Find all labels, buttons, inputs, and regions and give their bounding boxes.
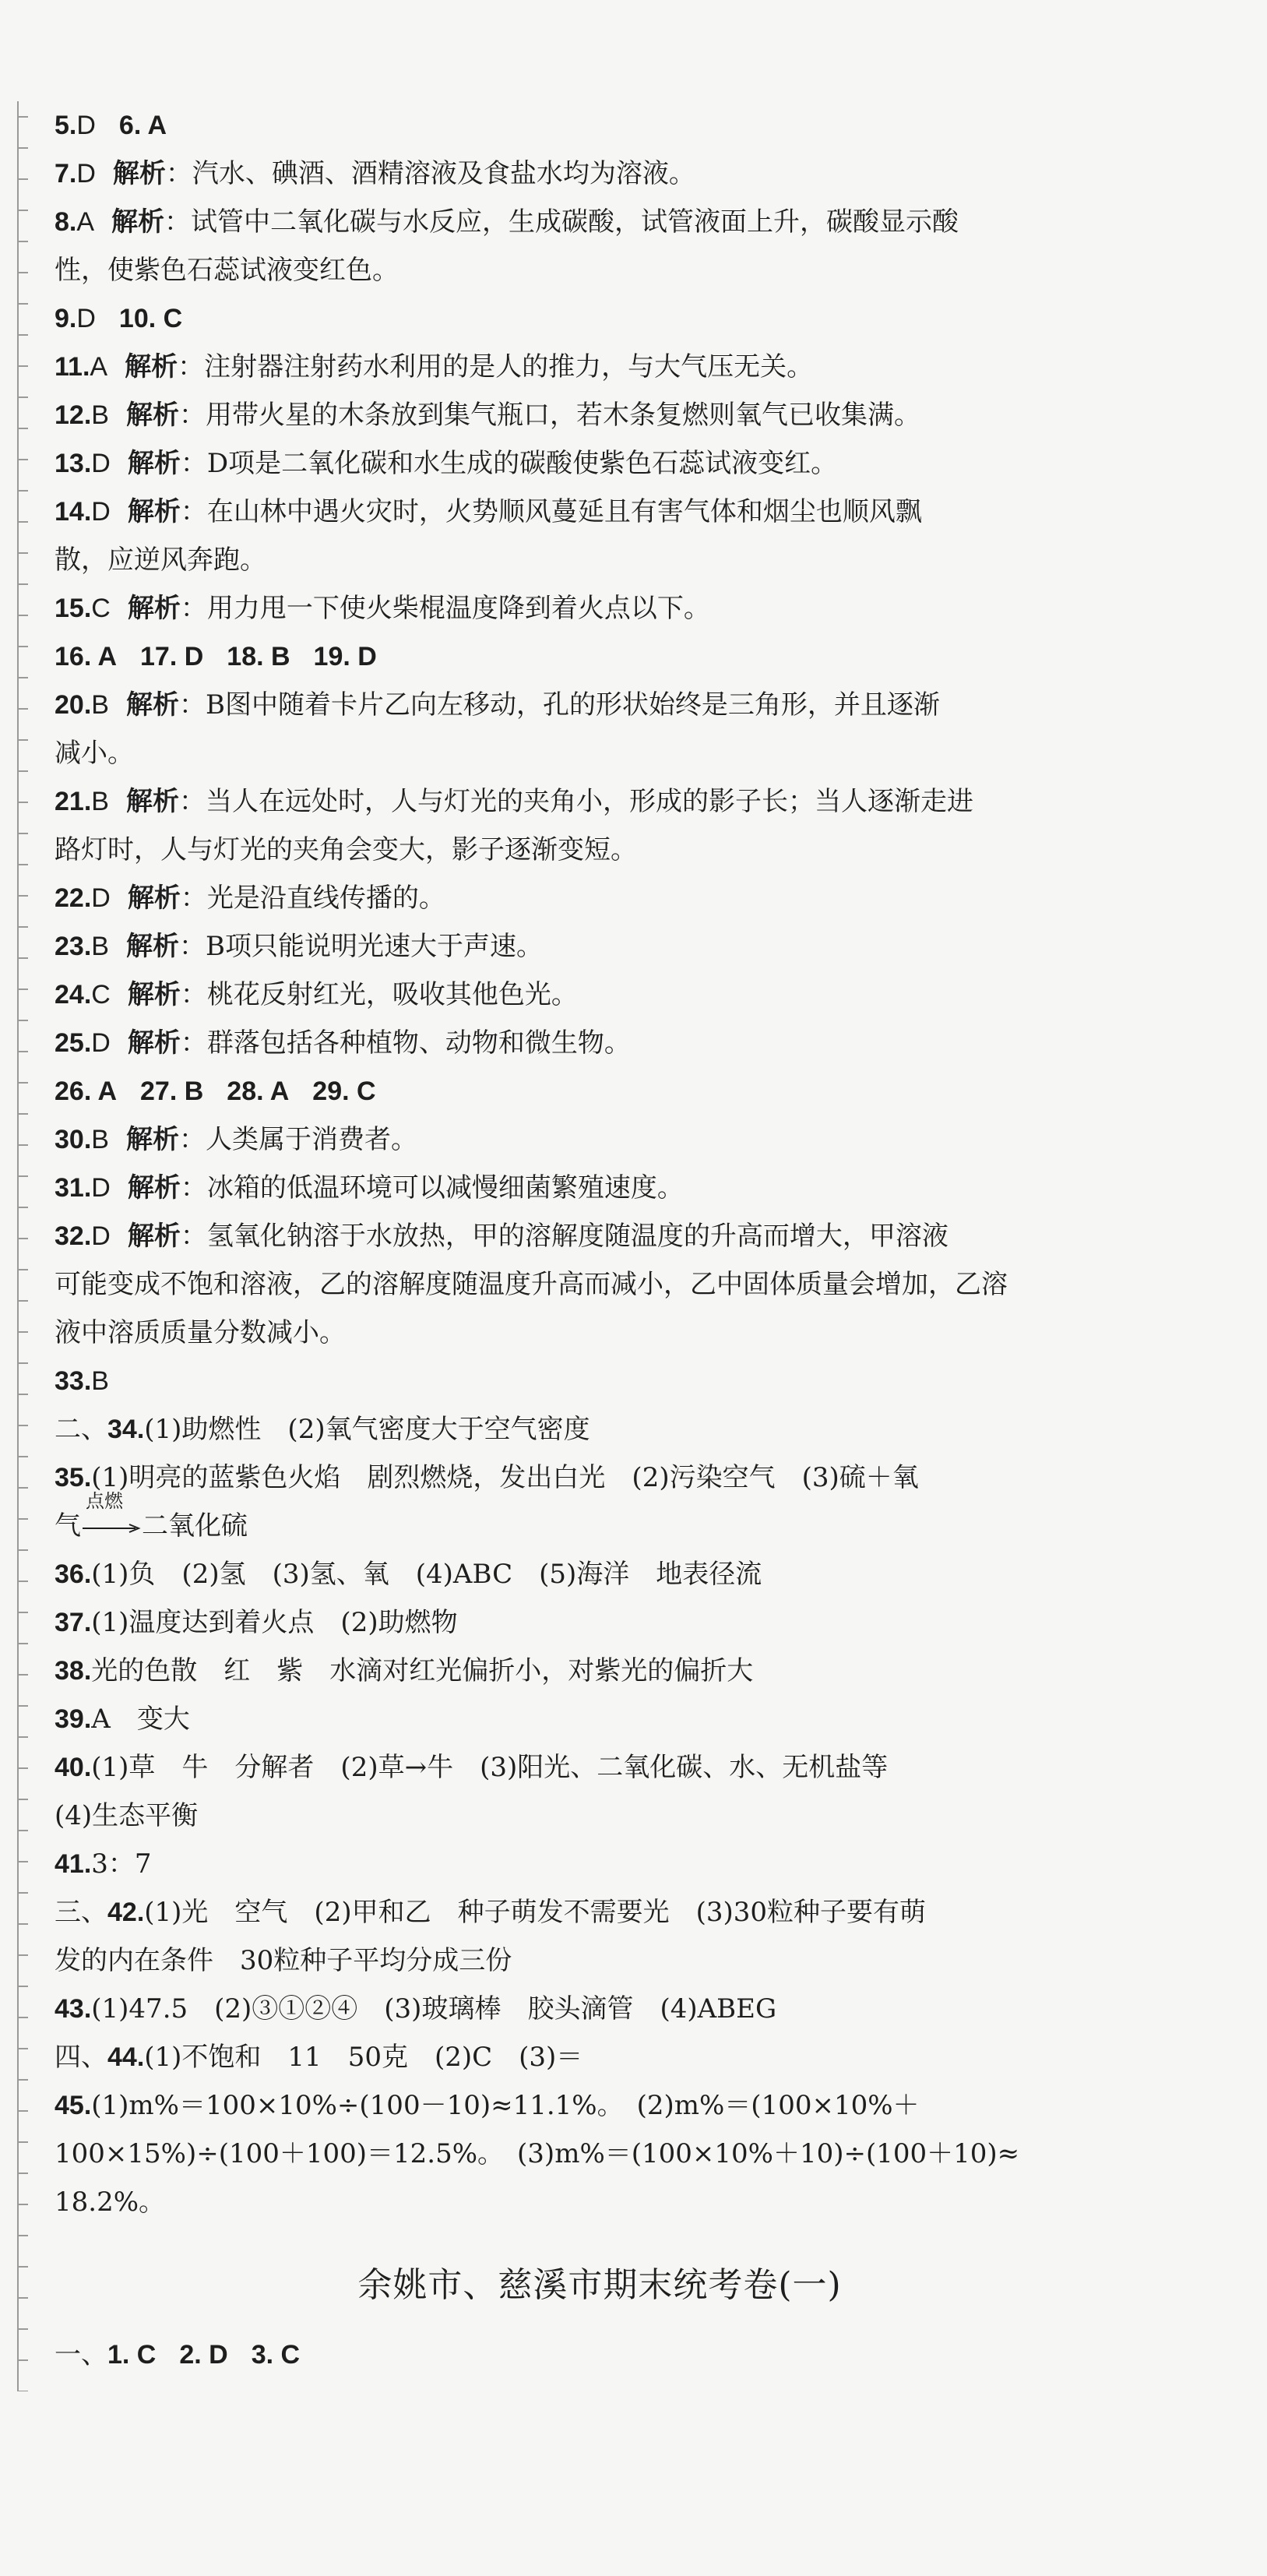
question-number: 7.	[55, 159, 77, 189]
colon: ：	[180, 496, 207, 527]
answer-text: 桃花反射红光，吸收其他色光。	[206, 979, 578, 1010]
answer-line	[55, 1792, 1145, 1840]
answer-line	[55, 633, 1145, 681]
colon: ：	[178, 400, 206, 431]
answer-line	[55, 922, 1145, 971]
answer-line	[55, 1695, 1145, 1743]
answer-item: 1. C	[107, 2340, 157, 2370]
explanation-label: 解析	[127, 496, 181, 527]
question-number: 45.	[55, 2091, 92, 2120]
answer-line	[55, 874, 1145, 922]
explanation-label: 解析	[127, 1027, 181, 1059]
answer-choice: B	[91, 400, 109, 430]
explanation-label: 解析	[111, 206, 165, 238]
answer-line	[55, 343, 1145, 391]
question-number: 11.	[55, 352, 90, 382]
answer-item: 10. C	[118, 304, 183, 333]
explanation-label: 解析	[125, 400, 179, 431]
answer-continuation: 减小。	[55, 738, 134, 769]
answer-choice: B	[91, 690, 109, 720]
answer-continuation: 18.2%。	[55, 2187, 166, 2218]
question-number: 40.	[55, 1753, 92, 1782]
answer-choice: B	[91, 932, 109, 961]
answer-line	[55, 2033, 1145, 2081]
question-number: 13.	[55, 449, 92, 478]
answer-line	[55, 2130, 1145, 2178]
question-number: 41.	[55, 1849, 92, 1879]
answer-text: 3：7	[91, 1848, 152, 1880]
explanation-label: 解析	[125, 1124, 179, 1155]
question-number: 25.	[55, 1028, 92, 1058]
answer-line	[55, 729, 1145, 777]
answer-text: 用力甩一下使火柴棍温度降到着火点以下。	[206, 593, 710, 624]
explanation-label: 解析	[127, 1221, 181, 1252]
answer-line	[55, 1309, 1145, 1357]
answer-choice: D	[76, 304, 96, 333]
answer-text: 人类属于消费者。	[205, 1124, 417, 1155]
question-number: 36.	[55, 1559, 92, 1589]
answer-line	[55, 536, 1145, 584]
answer-line	[55, 1357, 1145, 1405]
section-prefix: 三、	[55, 1897, 107, 1928]
answer-text: 当人在远处时，人与灯光的夹角小，形成的影子长；当人逐渐走进	[205, 786, 973, 817]
answer-item: 2. D	[179, 2340, 228, 2370]
explanation-label: 解析	[125, 689, 179, 721]
answer-text: 冰箱的低温环境可以减慢细菌繁殖速度。	[206, 1172, 684, 1203]
answer-line	[55, 826, 1145, 874]
answer-item: 29. C	[312, 1077, 376, 1106]
answer-continuation: 可能变成不饱和溶液，乙的溶解度随温度升高而减小，乙中固体质量会增加，乙溶	[55, 1269, 1008, 1300]
answer-continuation: 100×15%)÷(100＋100)＝12.5%。 (3)m%＝(100×10%＋10)÷(100＋10)≈	[55, 2138, 1020, 2169]
answer-text: B图中随着卡片乙向左移动，孔的形状始终是三角形，并且逐渐	[205, 689, 940, 721]
explanation-label: 解析	[127, 593, 181, 624]
question-number: 30.	[55, 1125, 92, 1154]
explanation-label: 解析	[127, 448, 181, 479]
answer-text: 光的色散 红 紫 水滴对红光偏折小，对紫光的偏折大	[91, 1655, 754, 1686]
answer-text: (1)光 空气 (2)甲和乙 种子萌发不需要光 (3)30粒种子要有萌	[144, 1897, 927, 1928]
question-number: 35.	[55, 1463, 92, 1492]
question-number: 39.	[55, 1704, 92, 1734]
colon: ：	[178, 689, 206, 721]
answer-choice: A	[76, 207, 95, 237]
binding-margin	[17, 101, 30, 2391]
answer-line	[55, 2178, 1145, 2226]
question-number: 38.	[55, 1656, 92, 1686]
answer-line	[55, 1164, 1145, 1212]
question-number: 31.	[55, 1173, 92, 1203]
answer-choice: D	[91, 497, 111, 527]
answer-line	[55, 150, 1145, 198]
colon: ：	[178, 1124, 206, 1155]
answer-choice: D	[76, 159, 96, 189]
answer-line	[55, 1888, 1145, 1936]
question-number: 34.	[107, 1415, 145, 1444]
answer-line	[55, 1647, 1145, 1695]
question-number: 23.	[55, 932, 92, 961]
answer-item: 17. D	[140, 642, 204, 671]
answer-line	[55, 101, 1145, 150]
answer-content	[55, 101, 1145, 2379]
answer-line	[55, 294, 1145, 343]
answer-choice: A	[90, 352, 108, 382]
colon: ：	[164, 206, 192, 238]
explanation-label: 解析	[125, 786, 179, 817]
answer-choice: D	[91, 1028, 111, 1058]
answer-item: 27. B	[140, 1077, 204, 1106]
answer-line	[55, 391, 1145, 439]
reaction-arrow	[81, 1490, 142, 1541]
answer-line	[55, 1598, 1145, 1647]
answer-text: 汽水、碘酒、酒精溶液及食盐水均为溶液。	[192, 158, 695, 189]
answer-item: 28. A	[227, 1077, 290, 1106]
colon: ：	[180, 1221, 207, 1252]
question-number: 33.	[55, 1366, 92, 1396]
answer-line	[55, 1490, 1145, 1550]
answer-line	[55, 1550, 1145, 1598]
question-number: 9.	[55, 304, 77, 333]
answer-continuation: 发的内在条件 30粒种子平均分成三份	[55, 1945, 512, 1976]
question-number: 5.	[55, 111, 77, 140]
question-number: 21.	[55, 787, 92, 816]
answer-continuation: 路灯时，人与灯光的夹角会变大，影子逐渐变短。	[55, 834, 637, 865]
answer-choice: D	[91, 1173, 111, 1203]
answer-line	[55, 971, 1145, 1019]
answer-text: (1)负 (2)氢 (3)氢、氧 (4)ABC (5)海洋 地表径流	[91, 1559, 762, 1590]
explanation-label: 解析	[127, 979, 181, 1010]
answer-text: (1)明亮的蓝紫色火焰 剧烈燃烧，发出白光 (2)污染空气 (3)硫＋氧	[91, 1462, 919, 1493]
question-number: 42.	[107, 1898, 145, 1927]
question-number: 20.	[55, 690, 92, 720]
question-number: 8.	[55, 207, 77, 237]
answer-continuation: 散，应逆风奔跑。	[55, 544, 266, 576]
answer-item: 3. C	[251, 2340, 301, 2370]
answer-text: A 变大	[91, 1704, 190, 1735]
answer-text: 光是沿直线传播的。	[206, 883, 445, 914]
answer-line	[55, 439, 1145, 488]
explanation-label: 解析	[127, 883, 181, 914]
answer-text: 用带火星的木条放到集气瓶口，若木条复燃则氧气已收集满。	[205, 400, 920, 431]
answer-choice: D	[76, 111, 96, 140]
question-number: 32.	[55, 1221, 92, 1251]
colon: ：	[178, 786, 206, 817]
answer-text: (1)m%＝100×10%÷(100－10)≈11.1%。 (2)m%＝(100×10%＋	[91, 2090, 920, 2121]
answer-line	[55, 1405, 1145, 1454]
answer-line	[55, 1212, 1145, 1260]
colon: ：	[180, 593, 207, 624]
colon: ：	[165, 158, 192, 189]
section-prefix: 四、	[55, 2042, 107, 2073]
answer-line	[55, 2081, 1145, 2130]
answer-text: (1)温度达到着火点 (2)助燃物	[91, 1607, 458, 1638]
answer-item: 6. A	[118, 111, 167, 140]
answer-text: (1)47.5 (2)③①②④ (3)玻璃棒 胶头滴管 (4)ABEG	[91, 1993, 777, 2025]
answer-choice: C	[91, 980, 111, 1010]
colon: ：	[180, 1172, 207, 1203]
question-number: 15.	[55, 594, 92, 623]
question-number: 24.	[55, 980, 92, 1010]
answer-line	[55, 198, 1145, 246]
answer-line	[55, 1743, 1145, 1792]
answer-choice: B	[91, 1366, 109, 1396]
answer-item: 18. B	[227, 642, 290, 671]
section-prefix: 二、	[55, 1414, 107, 1445]
answer-choice: B	[91, 1125, 109, 1154]
explanation-label: 解析	[125, 351, 178, 382]
answer-line	[55, 1936, 1145, 1985]
section-title: 余姚市、慈溪市期末统考卷(一)	[357, 2265, 842, 2305]
equation-left: 气	[55, 1510, 81, 1542]
answer-continuation: 液中溶质质量分数减小。	[55, 1317, 346, 1348]
answer-line	[55, 681, 1145, 729]
explanation-label: 解析	[125, 931, 179, 962]
question-number: 14.	[55, 497, 92, 527]
answer-choice: D	[91, 1221, 111, 1251]
answer-line	[55, 1985, 1145, 2033]
answer-continuation: 性，使紫色石蕊试液变红色。	[55, 255, 399, 286]
answer-text: 注射器注射药水利用的是人的推力，与大气压无关。	[204, 351, 814, 382]
answer-line	[55, 1840, 1145, 1888]
colon: ：	[180, 1027, 207, 1059]
answer-choice: D	[91, 883, 111, 913]
reaction-condition: 点燃	[86, 1490, 123, 1512]
question-number: 12.	[55, 400, 92, 430]
explanation-label: 解析	[112, 158, 166, 189]
answer-line	[55, 584, 1145, 633]
answer-line	[55, 1019, 1145, 1067]
answer-text: 试管中二氧化碳与水反应，生成碳酸，试管液面上升，碳酸显示酸	[191, 206, 959, 238]
explanation-label: 解析	[127, 1172, 181, 1203]
answer-text: 在山林中遇火灾时，火势顺风蔓延且有害气体和烟尘也顺风飘	[206, 496, 922, 527]
question-number: 22.	[55, 883, 92, 913]
answer-line	[55, 488, 1145, 536]
answer-choice: C	[91, 594, 111, 623]
colon: ：	[180, 979, 207, 1010]
answer-text: (1)助燃性 (2)氧气密度大于空气密度	[144, 1414, 590, 1445]
answer-line	[55, 2331, 1145, 2379]
answer-choice: B	[91, 787, 109, 816]
question-number: 44.	[107, 2042, 145, 2072]
colon: ：	[180, 448, 207, 479]
answer-line	[55, 1067, 1145, 1115]
answer-line	[55, 1454, 1145, 1502]
answer-text: (1)不饱和 11 50克 (2)C (3)＝	[144, 2042, 583, 2073]
answer-text: 群落包括各种植物、动物和微生物。	[206, 1027, 631, 1059]
question-number: 43.	[55, 1994, 92, 2024]
answer-text: D项是二氧化碳和水生成的碳酸使紫色石蕊试液变红。	[206, 448, 838, 479]
section-prefix: 一、	[55, 2339, 107, 2370]
equation-right: 二氧化硫	[142, 1510, 248, 1542]
colon: ：	[178, 931, 206, 962]
answer-text: (1)草 牛 分解者 (2)草→牛 (3)阳光、二氧化碳、水、无机盐等	[91, 1752, 889, 1783]
answer-line	[55, 1115, 1145, 1164]
answer-continuation: (4)生态平衡	[55, 1800, 199, 1831]
question-number: 37.	[55, 1608, 92, 1637]
answer-item: 16. A	[55, 642, 118, 671]
answer-line	[55, 1260, 1145, 1309]
answer-item: 19. D	[313, 642, 377, 671]
answer-text: 氢氧化钠溶于水放热，甲的溶解度随温度的升高而增大，甲溶液	[206, 1221, 948, 1252]
colon: ：	[178, 351, 205, 382]
answer-text: B项只能说明光速大于声速。	[205, 931, 543, 962]
answer-line	[55, 777, 1145, 826]
answer-choice: D	[91, 449, 111, 478]
answer-item: 26. A	[55, 1077, 118, 1106]
answer-line	[55, 246, 1145, 294]
colon: ：	[180, 883, 207, 914]
